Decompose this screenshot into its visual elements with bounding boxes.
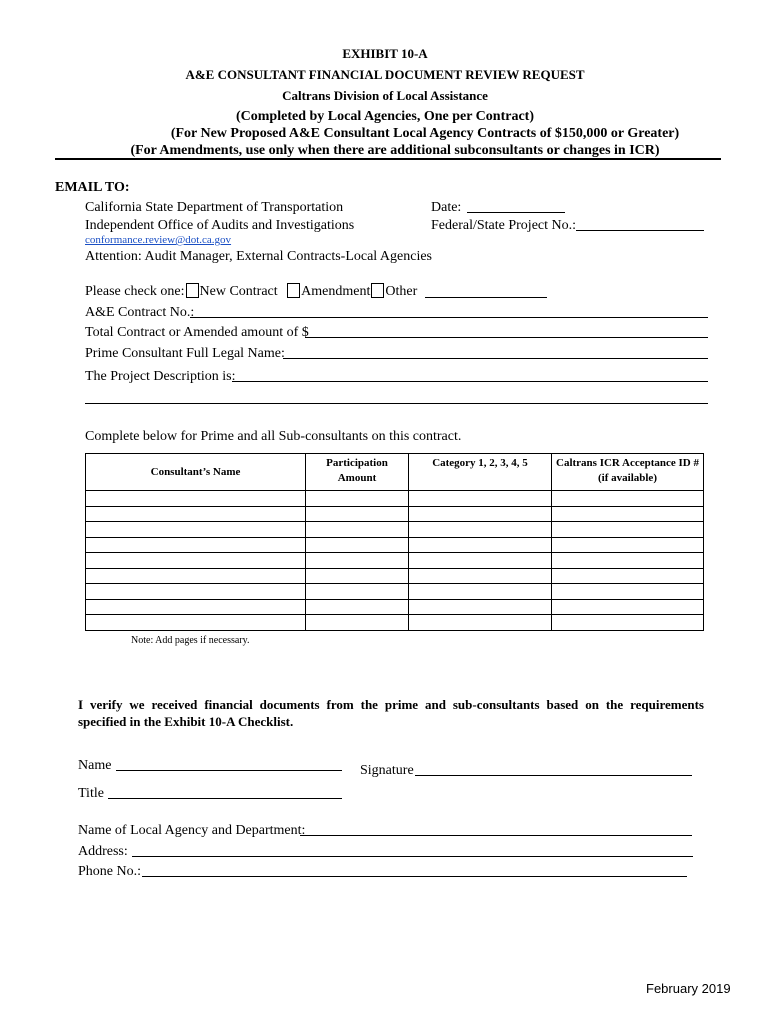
table-cell[interactable] [86,537,306,553]
email-link[interactable]: conformance.review@dot.ca.gov [85,234,232,246]
table-cell[interactable] [409,568,552,584]
table-row [86,584,704,600]
agency-field[interactable] [300,835,692,836]
phone-field[interactable] [142,876,687,877]
table-cell[interactable] [306,553,409,569]
table-cell[interactable] [86,584,306,600]
table-cell[interactable] [409,553,552,569]
table-cell[interactable] [306,615,409,631]
new-contract-label: New Contract [199,284,278,299]
title-label: Title [78,786,104,801]
amendment-label: Amendment [301,284,371,299]
amendment-note: (For Amendments, use only when there are additional subconsultants or changes in ICR) [130,143,660,158]
description-field[interactable] [232,381,708,382]
date-label: Date: [431,200,462,215]
project-no-label: Federal/State Project No.: [431,218,577,233]
table-cell[interactable] [86,522,306,538]
table-cell[interactable] [306,599,409,615]
table-cell[interactable] [86,506,306,522]
table-row [86,537,704,553]
table-intro: Complete below for Prime and all Sub-consultants on this contract. [85,429,462,444]
dept-name: California State Department of Transportation [85,200,344,215]
email-to-label: EMAIL TO: [55,180,130,195]
title-field[interactable] [108,798,342,799]
address-label: Address: [78,844,128,859]
table-row [86,522,704,538]
check-row [85,283,417,301]
table-cell[interactable] [552,599,704,615]
table-cell[interactable] [86,615,306,631]
new-contract-note: (For New Proposed A&E Consultant Local Agency Contracts of $150,000 or Greater) [170,126,680,141]
attention-line: Attention: Audit Manager, External Contracts-Local Agencies [85,249,433,264]
table-cell[interactable] [552,537,704,553]
table-cell[interactable] [552,506,704,522]
col-participation: Participation Amount [306,454,409,491]
table-cell[interactable] [552,553,704,569]
table-cell[interactable] [409,506,552,522]
table-cell[interactable] [306,522,409,538]
amendment-checkbox[interactable] [287,283,300,298]
other-label: Other [385,284,418,299]
col-category: Category 1, 2, 3, 4, 5 [409,454,552,491]
completed-by-note: (Completed by Local Agencies, One per Contract) [236,109,534,124]
table-cell[interactable] [409,615,552,631]
total-amount-field[interactable] [305,337,708,338]
table-cell[interactable] [552,522,704,538]
name-field[interactable] [116,770,342,771]
contract-no-label: A&E Contract No.: [85,305,195,320]
table-cell[interactable] [86,568,306,584]
new-contract-checkbox[interactable] [186,283,199,298]
prime-name-label: Prime Consultant Full Legal Name: [85,346,285,361]
table-cell[interactable] [409,537,552,553]
table-cell[interactable] [552,568,704,584]
table-cell[interactable] [86,553,306,569]
table-cell[interactable] [306,491,409,507]
consultant-table [85,453,704,631]
table-note: Note: Add pages if necessary. [131,635,250,646]
other-field[interactable] [425,297,547,298]
table-row [86,506,704,522]
prime-name-field[interactable] [283,358,708,359]
table-cell[interactable] [306,537,409,553]
table-cell[interactable] [552,584,704,600]
table-row [86,615,704,631]
phone-label: Phone No.: [78,864,141,879]
other-checkbox[interactable] [371,283,384,298]
col-consultant-name: Consultant’s Name [86,454,306,491]
table-cell[interactable] [409,599,552,615]
description-field-2[interactable] [85,403,708,404]
signature-label: Signature [360,763,414,778]
exhibit-number: EXHIBIT 10-A [342,46,428,61]
footer-date: February 2019 [646,981,731,996]
table-cell[interactable] [86,599,306,615]
table-cell[interactable] [409,584,552,600]
table-row [86,599,704,615]
contract-no-field[interactable] [190,317,708,318]
address-field[interactable] [132,856,693,857]
office-name: Independent Office of Audits and Investigations [85,218,355,233]
table-row [86,491,704,507]
signature-field[interactable] [415,775,692,776]
col-icr: Caltrans ICR Acceptance ID # (if available) [552,454,704,491]
table-row [86,553,704,569]
division-name: Caltrans Division of Local Assistance [282,88,488,103]
table-cell[interactable] [552,615,704,631]
agency-label: Name of Local Agency and Department: [78,823,306,838]
table-cell[interactable] [552,491,704,507]
check-label: Please check one: [85,284,185,299]
table-cell[interactable] [306,506,409,522]
total-amount-label: Total Contract or Amended amount of $ [85,325,309,340]
table-cell[interactable] [306,584,409,600]
table-row [86,568,704,584]
table-cell[interactable] [409,491,552,507]
verify-statement: I verify we received financial documents from the prime and sub-consultants based on the requirements specified in the Exhibit 10-A Checklist. [78,697,704,729]
header-divider [55,158,721,160]
table-cell[interactable] [86,491,306,507]
name-label: Name [78,758,112,773]
form-title: A&E CONSULTANT FINANCIAL DOCUMENT REVIEW REQUEST [185,67,585,82]
date-field[interactable] [467,212,565,213]
description-label: The Project Description is: [85,369,236,384]
table-cell[interactable] [409,522,552,538]
table-cell[interactable] [306,568,409,584]
project-no-field[interactable] [576,230,704,231]
